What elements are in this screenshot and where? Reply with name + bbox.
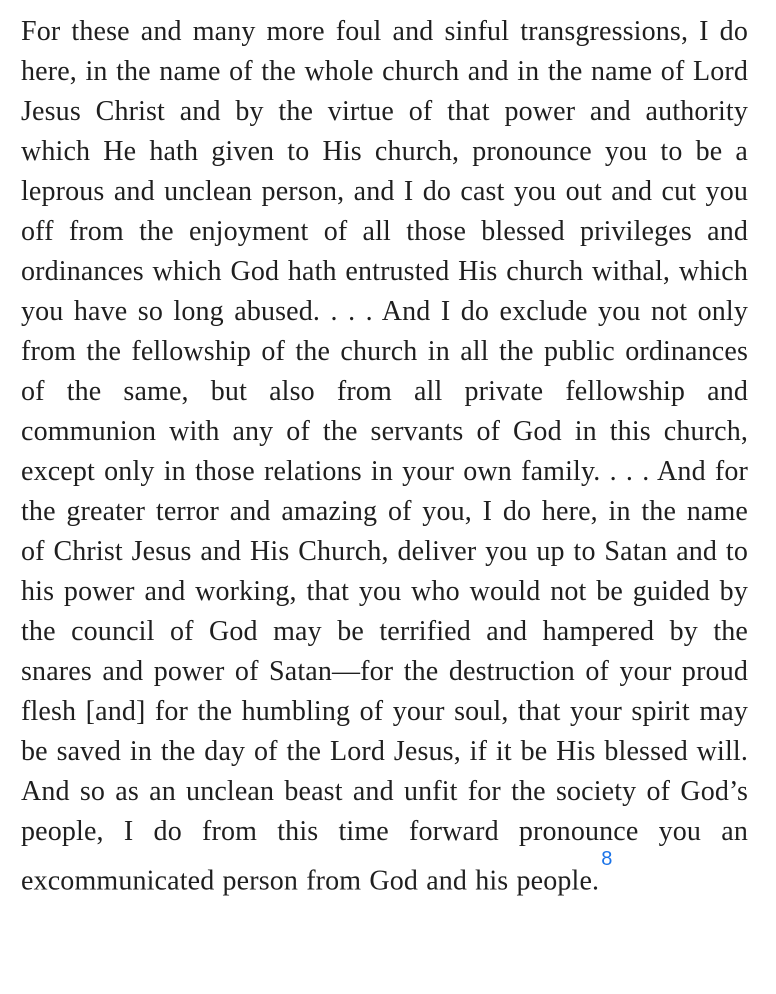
footnote-reference-link[interactable]: 8	[601, 848, 613, 870]
quote-text: For these and many more foul and sinful transgressions, I do here, in the name of the whole church and in the name of Lord Jesus Christ and by the virtue of that power and authority which He hath given to His church, pronounce you to be a leprous and unclean person, and I do cast you out and cut you off from the enjoyment of all those blessed privileges and ordinances which God hath entrusted His church withal, which you have so long abused. . . . And I do exclude you not only from the fellowship of the church in all the public ordinances of the same, but also from all private fellowship and communion with any of the servants of God in this church, except only in those relations in your own family. . . . And for the greater terror and amazing of you, I do here, in the name of Christ Jesus and His Church, deliver you up to Satan and to his power and working, that you who would not be guided by the council of God may be terrified and hampered by the snares and power of Satan—for the destruction of your proud flesh [and] for the humbling of your soul, that your spirit may be saved in the day of the Lord Jesus, if it be His blessed will. And so as an unclean beast and unfit for the society of God’s people, I do from this time forward pronounce you an excommunicated person from God and his people.	[21, 16, 748, 897]
excommunication-quote	[21, 12, 748, 901]
document-page	[21, 12, 748, 901]
